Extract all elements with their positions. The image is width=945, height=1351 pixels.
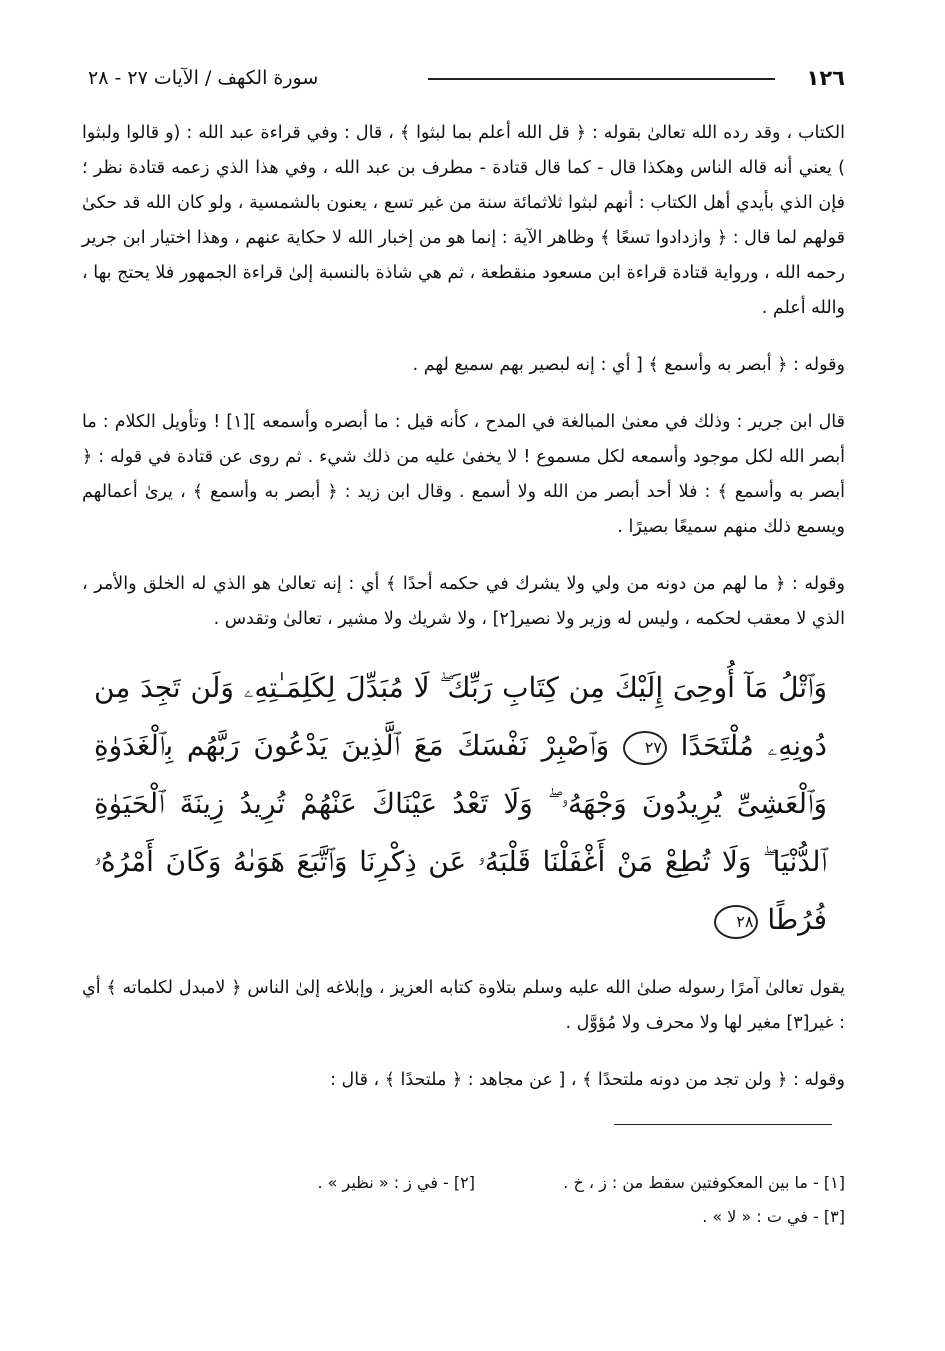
footnotes: [120, 1166, 845, 1234]
footnote-row: [120, 1200, 845, 1234]
paragraph: وقوله : ﴿ أبصر به وأسمع ﴾ [ أي : إنه لبصير بهم سميع لهم .: [412, 355, 845, 375]
header-rule: [428, 78, 775, 80]
main-text: [82, 116, 845, 1098]
footnote: [٢] - في ز : « نظير » .: [317, 1173, 475, 1192]
footnote: [١] - ما بين المعكوفتين سقط من : ز ، خ .: [563, 1173, 845, 1192]
verse-text: وَٱصْبِرْ نَفْسَكَ مَعَ ٱلَّذِينَ يَدْعُونَ رَبَّهُم بِٱلْغَدَوٰةِ وَٱلْعَشِىِّ يُرِيدُونَ وَجْهَهُۥ ۖ وَلَا تَعْدُ عَيْنَاكَ عَنْهُمْ تُرِيدُ زِينَةَ ٱلْحَيَوٰةِ ٱلدُّنْيَا ۖ وَلَا تُطِعْ مَنْ أَغْفَلْنَا قَلْبَهُۥ عَن ذِكْرِنَا وَٱتَّبَعَ هَوَىٰهُ وَكَانَ أَمْرُهُۥ فُرُطًا: [94, 729, 827, 936]
quran-verse-block: [82, 659, 845, 949]
page-number: ١٢٦: [806, 66, 845, 90]
page-header: [88, 62, 845, 94]
running-title: سورة الكهف / الآيات ٢٧ - ٢٨: [88, 67, 319, 89]
verse-text: وَٱتْلُ مَآ أُوحِىَ إِلَيْكَ مِن كِتَابِ رَبِّكَ ۖ لَا مُبَدِّلَ لِكَلِمَـٰتِهِۦ وَلَن تَجِدَ مِن دُونِهِۦ مُلْتَحَدًا: [94, 671, 827, 762]
footnote-row: [120, 1166, 845, 1200]
paragraph: قال ابن جرير : وذلك في معنىٰ المبالغة في المدح ، كأنه قيل : ما أبصره وأسمعه ][١] ! وتأويل الكلام : ما أبصر الله لكل موجود وأسمعه لكل مسموع ! لا يخفىٰ عليه من ذلك شيء . ثم روى عن قتادة في قوله : ﴿ أبصر به وأسمع ﴾ : فلا أحد أبصر من الله ولا أسمع . وقال ابن زيد : ﴿ أبصر به وأسمع ﴾ ، يرىٰ أعمالهم ويسمع ذلك منهم سميعًا بصيرًا .: [82, 412, 845, 537]
paragraph: الكتاب ، وقد رده الله تعالىٰ بقوله : ﴿ قل الله أعلم بما لبثوا ﴾ ، قال : وفي قراءة عبد الله : (و قالوا ولبثوا ) يعني أنه قاله الناس وهكذا قال - كما قال قتادة - مطرف بن عبد الله ، وفي هذا الذي زعمه قتادة نظر ؛ فإن الذي بأيدي أهل الكتاب : أنهم لبثوا ثلاثمائة سنة من غير تسع ، يعنون بالشمسية ، ولو كان الله قد حكىٰ قولهم لما قال : ﴿ وازدادوا تسعًا ﴾ وظاهر الآية : إنما هو من إخبار الله لا حكاية عنهم ، وهذا اختيار ابن جرير رحمه الله ، ورواية قتادة قراءة ابن مسعود منقطعة ، ثم هي شاذة بالنسبة إلىٰ قراءة الجمهور فلا يحتج بها ، والله أعلم .: [82, 123, 845, 318]
paragraph: وقوله : ﴿ ولن تجد من دونه ملتحدًا ﴾ ، [ عن مجاهد : ﴿ ملتحدًا ﴾ ، قال :: [330, 1070, 845, 1090]
footnote-separator: [614, 1124, 832, 1125]
footnote: [٣] - في ت : « لا » .: [702, 1207, 845, 1226]
ayah-number-badge: ٢٨: [714, 905, 758, 939]
ayah-number-badge: ٢٧: [623, 731, 667, 765]
paragraph: وقوله : ﴿ ما لهم من دونه من ولي ولا يشرك في حكمه أحدًا ﴾ أي : إنه تعالىٰ هو الذي له الخلق والأمر ، الذي لا معقب لحكمه ، وليس له وزير ولا نصير[٢] ، ولا شريك ولا مشير ، تعالىٰ وتقدس .: [82, 574, 845, 629]
paragraph: يقول تعالىٰ آمرًا رسوله صلىٰ الله عليه وسلم بتلاوة كتابه العزيز ، وإبلاغه إلىٰ الناس ﴿ لامبدل لكلماته ﴾ أي : غير[٣] مغير لها ولا محرف ولا مُؤوَّل .: [82, 978, 845, 1033]
